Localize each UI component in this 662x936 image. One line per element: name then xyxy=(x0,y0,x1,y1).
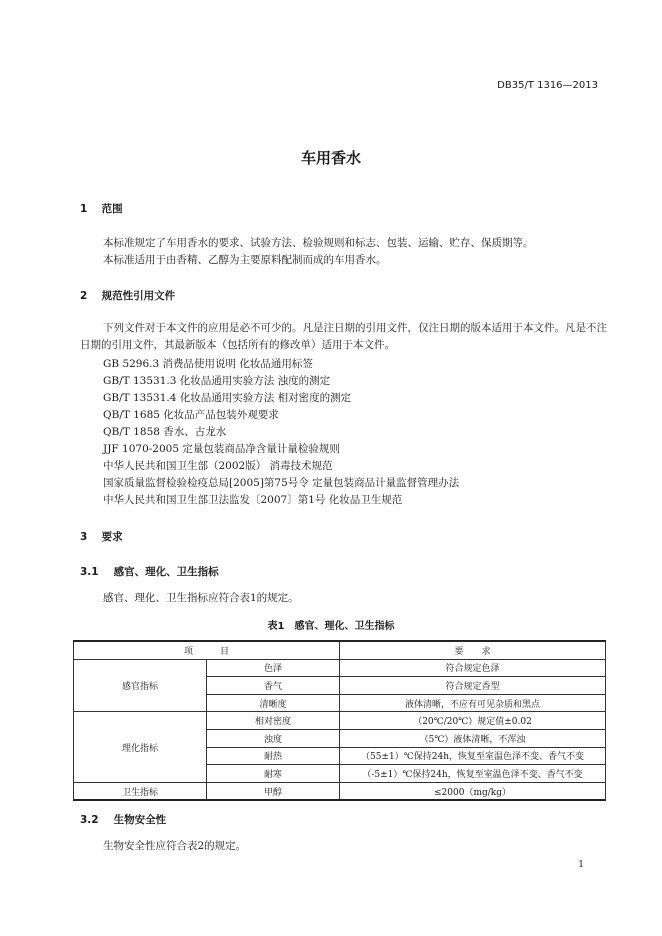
document-title: 车用香水 xyxy=(300,149,361,167)
page-number: 1 xyxy=(578,860,584,870)
table-caption xyxy=(0,617,662,632)
header-requirement: 要 求 xyxy=(340,641,606,659)
section-3-1-heading xyxy=(80,564,219,579)
section-title: 感官、理化、卫生指标 xyxy=(113,566,219,578)
paragraph: 生物安全性应符合表2的规定。 xyxy=(103,840,247,852)
table-row xyxy=(74,659,606,677)
standard-code: DB35/T 1316—2013 xyxy=(497,80,598,91)
item-cell: 相对密度 xyxy=(207,712,340,730)
reference-item: GB 5296.3 消费品使用说明 化妆品通用标签 xyxy=(103,358,313,370)
reference-item: 中华人民共和国卫生部卫法监发〔2007〕第1号 化妆品卫生规范 xyxy=(103,494,403,506)
requirement-cell: （5℃）液体清晰，不浑浊 xyxy=(340,729,606,747)
section-title: 范围 xyxy=(101,203,123,215)
item-cell: 甲醇 xyxy=(207,782,340,800)
section-1-heading xyxy=(80,201,123,216)
group-label: 感官指标 xyxy=(74,659,207,712)
paragraph: 本标准适用于由香精、乙醇为主要原料配制而成的车用香水。 xyxy=(103,254,387,266)
requirement-cell: （20℃/20℃）规定值±0.02 xyxy=(340,712,606,730)
section-number: 3.1 xyxy=(80,566,99,578)
paragraph: 感官、理化、卫生指标应符合表1的规定。 xyxy=(103,592,299,604)
item-cell: 耐热 xyxy=(207,747,340,765)
requirement-cell: 液体清晰，不应有可见杂质和黑点 xyxy=(340,694,606,712)
section-title: 生物安全性 xyxy=(113,814,167,826)
item-cell: 浊度 xyxy=(207,729,340,747)
paragraph: 本标准规定了车用香水的要求、试验方法、检验规则和标志、包装、运输、贮存、保质期等。 xyxy=(103,237,534,249)
item-cell: 清晰度 xyxy=(207,694,340,712)
item-cell: 耐寒 xyxy=(207,765,340,783)
reference-item: 中华人民共和国卫生部（2002版） 消毒技术规范 xyxy=(103,460,333,472)
requirement-cell: （55±1）℃保持24h，恢复至室温色泽不变、香气不变 xyxy=(340,747,606,765)
section-number: 3.2 xyxy=(80,814,99,826)
section-title: 要求 xyxy=(101,531,123,543)
indicator-table xyxy=(73,640,606,801)
section-3-heading xyxy=(80,529,123,544)
section-number: 2 xyxy=(80,290,88,302)
reference-item: 国家质量监督检验检疫总局[2005]第75号令 定量包装商品计量监督管理办法 xyxy=(103,477,460,489)
reference-item: GB/T 13531.4 化妆品通用实验方法 相对密度的测定 xyxy=(103,392,352,404)
reference-item: QB/T 1685 化妆品产品包装外观要求 xyxy=(103,409,279,421)
reference-item: GB/T 13531.3 化妆品通用实验方法 浊度的测定 xyxy=(103,375,331,387)
table-number: 表1 xyxy=(267,621,285,632)
item-cell: 香气 xyxy=(207,677,340,695)
header-item: 项 目 xyxy=(74,641,340,659)
requirement-cell: （-5±1）℃保持24h，恢复至室温色泽不变、香气不变 xyxy=(340,765,606,783)
requirement-cell: 符合规定色泽 xyxy=(340,659,606,677)
item-cell: 色泽 xyxy=(207,659,340,677)
requirement-cell: 符合规定香型 xyxy=(340,677,606,695)
table-header-row xyxy=(74,641,606,659)
reference-item: QB/T 1858 香水、古龙水 xyxy=(103,426,227,438)
requirement-cell: ≤2000（mg/kg） xyxy=(340,782,606,800)
table-caption-text: 感官、理化、卫生指标 xyxy=(294,621,395,632)
section-2-heading xyxy=(80,288,175,303)
reference-item: JJF 1070-2005 定量包装商品净含量计量检验规则 xyxy=(103,443,340,455)
section-number: 3 xyxy=(80,531,88,543)
section-number: 1 xyxy=(80,203,88,215)
table-row xyxy=(74,712,606,730)
table-row xyxy=(74,782,606,800)
section-3-2-heading xyxy=(80,812,166,827)
paragraph: 下列文件对于本文件的应用是必不可少的。凡是注日期的引用文件，仅注日期的版本适用于本文件。凡是不注日期的引用文件，其最新版本（包括所有的修改单）适用于本文件。 xyxy=(80,322,607,351)
group-label: 卫生指标 xyxy=(74,782,207,800)
group-label: 理化指标 xyxy=(74,712,207,782)
section-title: 规范性引用文件 xyxy=(101,290,176,302)
